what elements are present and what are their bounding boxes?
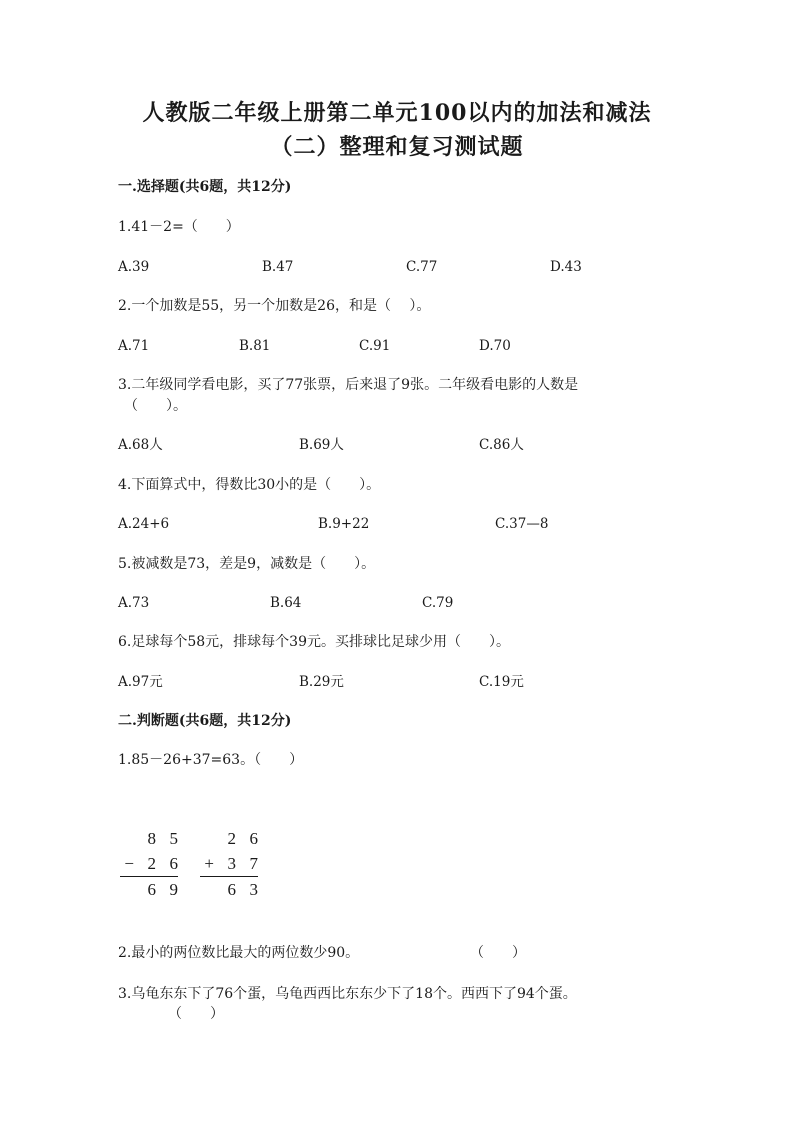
calc2-result-tens: 6 <box>227 880 236 899</box>
q1-5-option-b[interactable]: B.64 <box>270 595 302 611</box>
calc2-top-tens: 2 <box>227 829 236 848</box>
q1-3-option-a[interactable]: A.68人 <box>118 437 163 453</box>
calc2-bottom-tens: 3 <box>227 854 236 873</box>
q1-6-option-a[interactable]: A.97元 <box>118 674 163 690</box>
question-1-3-stem-cont: （ ）。 <box>124 398 187 414</box>
calc2-operator: + <box>204 854 214 873</box>
question-1-5-stem: 5.被减数是73，差是9，减数是（ ）。 <box>118 556 376 572</box>
question-1-1-stem: 1.41－2=（ ） <box>118 219 240 235</box>
calc1-operator: − <box>124 854 134 873</box>
calc1-result-tens: 6 <box>147 880 156 899</box>
q1-5-option-c[interactable]: C.79 <box>422 595 454 611</box>
calc1-top-tens: 8 <box>147 829 156 848</box>
q1-6-option-c[interactable]: C.19元 <box>479 674 524 690</box>
q1-1-option-c[interactable]: C.77 <box>406 259 438 275</box>
q1-6-option-b[interactable]: B.29元 <box>299 674 344 690</box>
section2-heading: 二.判断题(共6题，共12分) <box>118 713 292 729</box>
question-1-3-stem: 3.二年级同学看电影，买了77张票，后来退了9张。二年级看电影的人数是 <box>118 377 579 393</box>
question-2-3-stem: 3.乌龟东东下了76个蛋，乌龟西西比东东少下了18个。西西下了94个蛋。 <box>118 986 577 1002</box>
question-1-4-stem: 4.下面算式中，得数比30小的是（ ）。 <box>118 477 381 493</box>
q1-2-option-d[interactable]: D.70 <box>479 338 511 354</box>
calc1-bottom-tens: 2 <box>147 854 156 873</box>
q1-3-option-b[interactable]: B.69人 <box>299 437 344 453</box>
q1-2-option-a[interactable]: A.71 <box>118 338 150 354</box>
calc1-result-ones: 9 <box>169 880 178 899</box>
q1-1-option-b[interactable]: B.47 <box>262 259 294 275</box>
vertical-calc-subtraction <box>118 826 178 902</box>
calc1-top-ones: 5 <box>169 829 178 848</box>
q1-1-option-d[interactable]: D.43 <box>550 259 582 275</box>
q1-4-option-b[interactable]: B.9+22 <box>318 516 370 532</box>
question-1-6-stem: 6.足球每个58元，排球每个39元。买排球比足球少用（ ）。 <box>118 634 510 650</box>
q1-4-option-a[interactable]: A.24+6 <box>118 516 170 532</box>
question-2-3-blank[interactable]: （ ） <box>168 1006 224 1022</box>
question-2-2-blank[interactable]: （ ） <box>470 945 526 961</box>
q1-2-option-b[interactable]: B.81 <box>239 338 271 354</box>
calc2-bottom-ones: 7 <box>249 854 258 873</box>
calc2-top-ones: 6 <box>249 829 258 848</box>
question-2-1-stem: 1.85－26+37=63。（ ） <box>118 752 304 768</box>
calc2-result-ones: 3 <box>249 880 258 899</box>
q1-4-option-c[interactable]: C.37—8 <box>495 516 549 532</box>
question-1-2-stem: 2.一个加数是55，另一个加数是26，和是（ ）。 <box>118 298 431 314</box>
q1-3-option-c[interactable]: C.86人 <box>479 437 524 453</box>
q1-5-option-a[interactable]: A.73 <box>118 595 150 611</box>
question-2-2-stem: 2.最小的两位数比最大的两位数少90。 <box>118 945 360 961</box>
vertical-calc-addition <box>198 826 258 902</box>
q1-2-option-c[interactable]: C.91 <box>359 338 391 354</box>
page-title-line1: 人教版二年级上册第二单元100以内的加法和减法 <box>142 100 652 126</box>
section1-heading: 一.选择题(共6题，共12分) <box>118 179 292 195</box>
q1-1-option-a[interactable]: A.39 <box>118 259 150 275</box>
calc1-bottom-ones: 6 <box>169 854 178 873</box>
page-title-line2: （二）整理和复习测试题 <box>270 134 524 160</box>
